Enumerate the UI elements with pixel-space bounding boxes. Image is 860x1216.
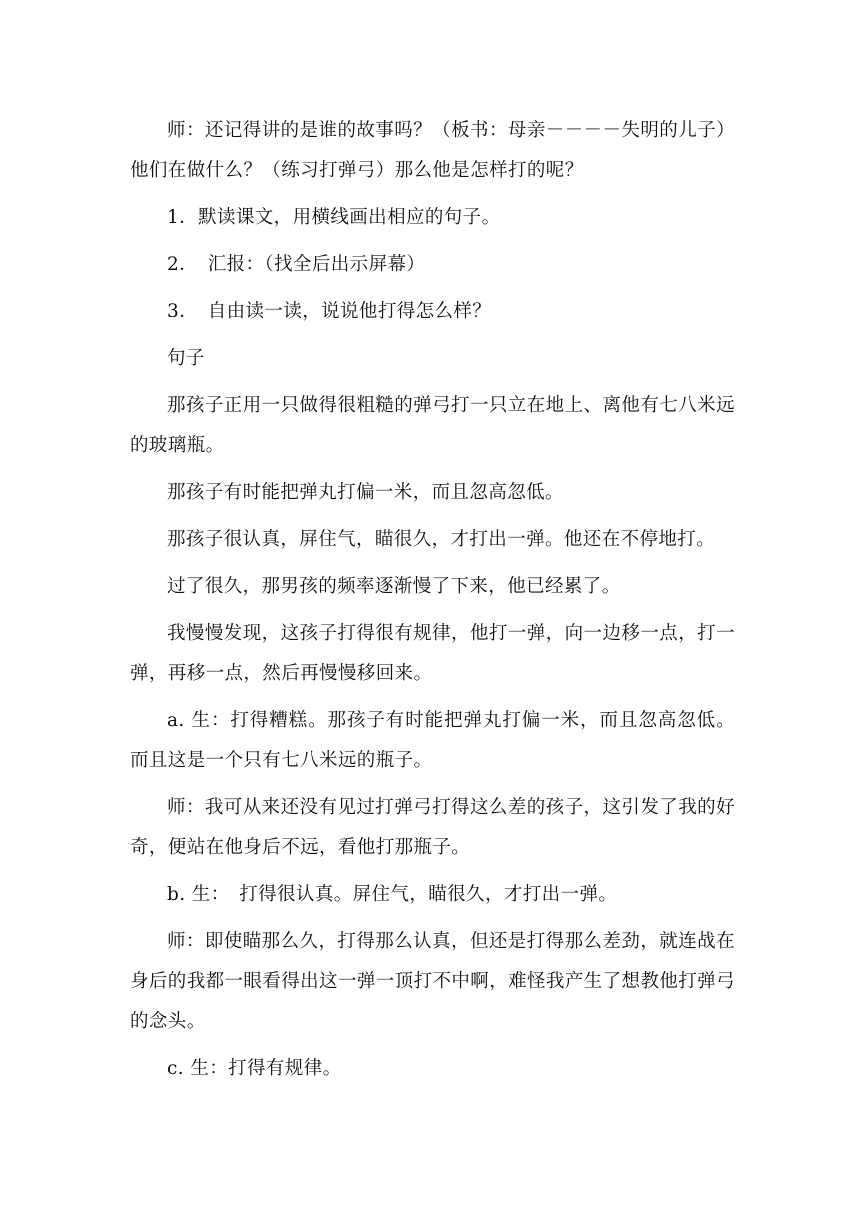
paragraph-sentence-4: 过了很久，那男孩的频率逐渐慢了下来，他已经累了。 [167,576,621,597]
paragraph-teacher-question: 师：还记得讲的是谁的故事吗？（板书：母亲－－－－失明的儿子）他们在做什么？（练习打弹弓）那么他是怎样打的呢？ [130,120,735,181]
paragraph-sentence-2: 那孩子有时能把弹丸打偏一米，而且忽高忽低。 [167,482,564,503]
paragraph-step-2: 2． 汇报：（找全后出示屏幕） [167,254,426,275]
paragraph-sentence-1: 那孩子正用一只做得很粗糙的弹弓打一只立在地上、离他有七八米远的玻璃瓶。 [130,395,735,456]
paragraph-sentence-5: 我慢慢发现，这孩子打得很有规律，他打一弹，向一边移一点，打一弹，再移一点，然后再慢慢移回来。 [130,623,735,684]
paragraph-teacher-comment-1: 师：我可从来还没有见过打弹弓打得这么差的孩子，这引发了我的好奇，便站在他身后不远，看他打那瓶子。 [130,797,735,858]
paragraph-teacher-comment-2: 师：即使瞄那么久，打得那么认真，但还是打得那么差劲，就连战在身后的我都一眼看得出这一弹一顶打不中啊，难怪我产生了想教他打弹弓的念头。 [130,931,735,1032]
paragraph-step-1: 1．默读课文，用横线画出相应的句子。 [167,207,501,228]
paragraph-sentences-heading: 句子 [167,348,205,369]
paragraph-sentence-3: 那孩子很认真，屏住气，瞄很久，才打出一弹。他还在不停地打。 [167,529,716,550]
paragraph-answer-a: a. 生：打得糟糕。那孩子有时能把弹丸打偏一米，而且忽高忽低。而且这是一个只有七八米远的瓶子。 [130,710,735,771]
document-body [130,111,735,1096]
paragraph-answer-c: c. 生：打得有规律。 [167,1058,342,1079]
paragraph-answer-b: b. 生： 打得很认真。屏住气，瞄很久，才打出一弹。 [167,884,618,905]
paragraph-step-3: 3． 自由读一读，说说他打得怎么样？ [167,301,492,322]
